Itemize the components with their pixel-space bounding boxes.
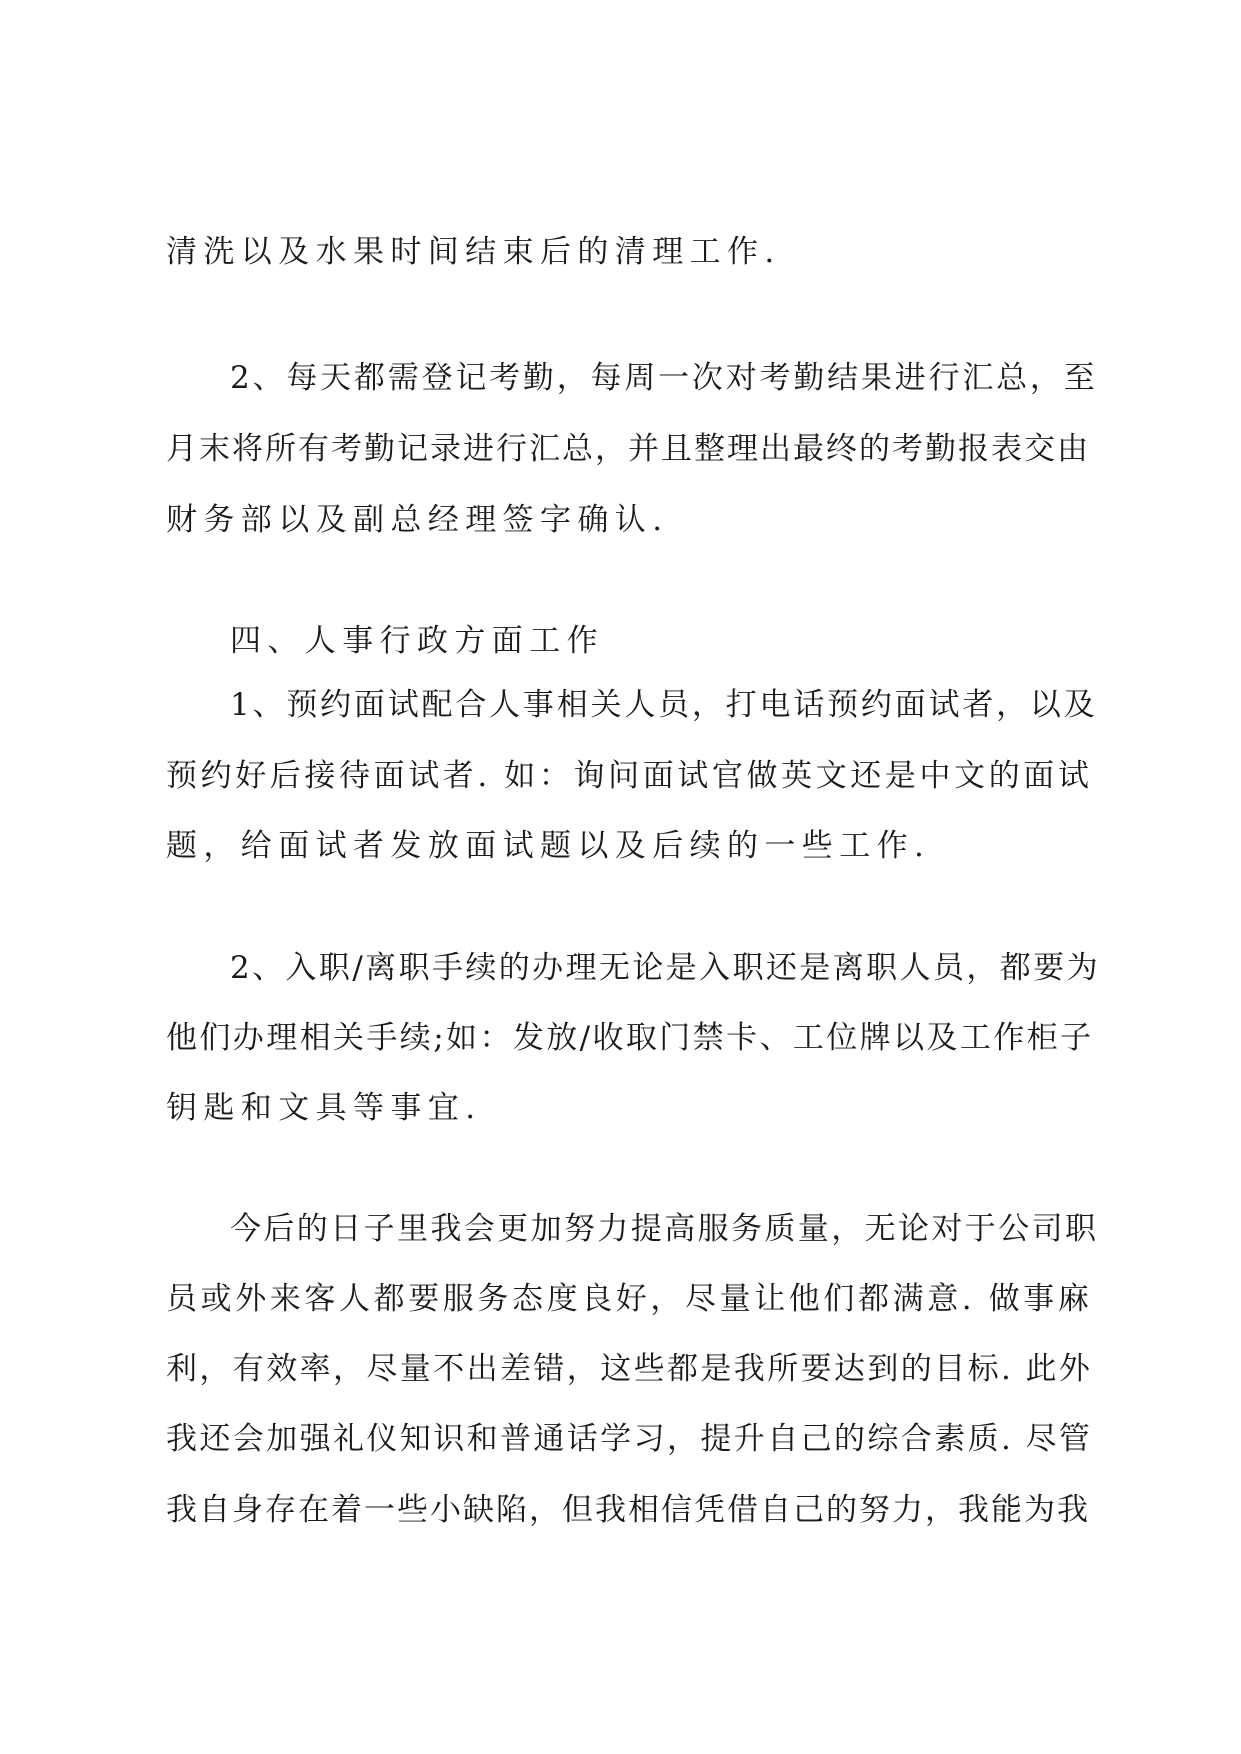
- text-line: 2、每天都需登记考勤，每周一次对考勤结果进行汇总，至: [230, 360, 1098, 396]
- text-line: 题，给面试者发放面试题以及后续的一些工作.: [166, 828, 931, 864]
- text-line: 钥匙和文具等事宜.: [166, 1090, 482, 1126]
- text-line: 清洗以及水果时间结束后的清理工作.: [166, 234, 781, 270]
- text-line: 月末将所有考勤记录进行汇总，并且整理出最终的考勤报表交由: [166, 431, 1090, 467]
- text-line: 员或外来客人都要服务态度良好，尽量让他们都满意. 做事麻: [166, 1281, 1093, 1317]
- text-line: 利，有效率，尽量不出差错，这些都是我所要达到的目标. 此外: [166, 1351, 1093, 1387]
- section-heading: 四、人事行政方面工作: [230, 623, 604, 659]
- text-line: 2、入职/离职手续的办理无论是入职还是离职人员，都要为: [230, 950, 1100, 986]
- text-line: 财务部以及副总经理签字确认.: [166, 502, 669, 538]
- text-line: 今后的日子里我会更加努力提高服务质量，无论对于公司职: [230, 1211, 1099, 1247]
- text-line: 1、预约面试配合人事相关人员，打电话预约面试者，以及: [230, 687, 1098, 723]
- text-line: 他们办理相关手续;如：发放/收取门禁卡、工位牌以及工作柜子: [166, 1020, 1094, 1056]
- text-line: 我自身存在着一些小缺陷，但我相信凭借自己的努力，我能为我: [166, 1492, 1090, 1528]
- text-line: 预约好后接待面试者. 如：询问面试官做英文还是中文的面试: [166, 758, 1093, 794]
- text-line: 我还会加强礼仪知识和普通话学习，提升自己的综合素质. 尽管: [166, 1421, 1093, 1457]
